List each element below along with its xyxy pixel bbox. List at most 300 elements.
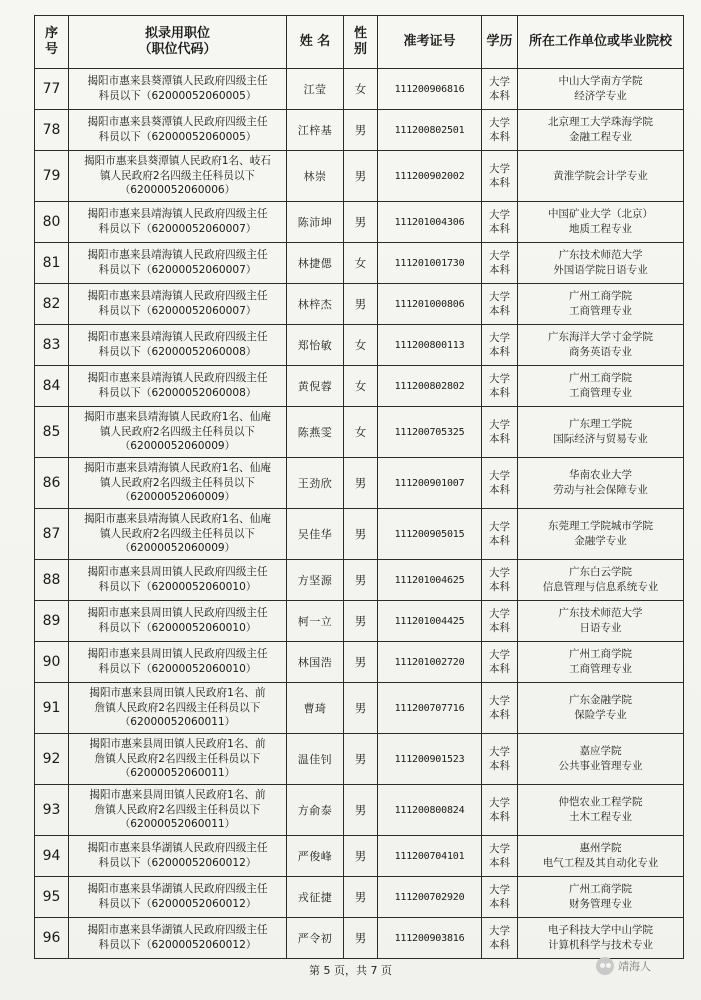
- cell-number: 79: [35, 151, 69, 202]
- cell-exam-id: 111200705325: [378, 407, 482, 458]
- table-row: [35, 560, 684, 601]
- school-line: 华南农业大学: [569, 469, 632, 482]
- position-line: 镇人民政府2名四级主任科员以下: [99, 169, 256, 182]
- position-line: 揭阳市惠来县周田镇人民政府1名、前: [89, 687, 266, 700]
- cell-school: [518, 642, 684, 683]
- position-line: （62000052060006）: [119, 184, 236, 197]
- cell-position: [69, 243, 287, 284]
- results-table: [34, 15, 684, 959]
- cell-exam-id: 111200702920: [378, 877, 482, 918]
- cell-school: [518, 202, 684, 243]
- position-line: 揭阳市惠来县葵潭镇人民政府四级主任: [87, 116, 268, 129]
- table-row: [35, 601, 684, 642]
- cell-school: [518, 836, 684, 877]
- cell-school: [518, 243, 684, 284]
- school-line: 外国语学院日语专业: [553, 264, 648, 276]
- cell-position: [69, 836, 287, 877]
- school-line: 黄淮学院会计学专业: [553, 169, 648, 182]
- cell-education: [482, 509, 518, 560]
- cell-position: [69, 601, 287, 642]
- cell-number: 95: [35, 877, 69, 918]
- cell-sex: 女: [344, 407, 378, 458]
- position-line: 科员以下（62000052060005）: [98, 131, 257, 143]
- header-name: 姓 名: [287, 16, 344, 69]
- education-line: 本科: [489, 131, 510, 143]
- cell-number: 91: [35, 683, 69, 734]
- cell-school: [518, 366, 684, 407]
- position-line: 科员以下（62000052060010）: [98, 581, 257, 593]
- cell-school: [518, 69, 684, 110]
- cell-school: [518, 560, 684, 601]
- education-line: 大学: [489, 797, 510, 809]
- cell-position: [69, 734, 287, 785]
- cell-number: 80: [35, 202, 69, 243]
- cell-education: [482, 325, 518, 366]
- cell-education: [482, 366, 518, 407]
- school-line: 广东技术师范大学: [558, 607, 643, 620]
- education-line: 大学: [489, 608, 510, 620]
- cell-education: [482, 69, 518, 110]
- cell-number: 89: [35, 601, 69, 642]
- cell-school: [518, 877, 684, 918]
- cell-education: [482, 243, 518, 284]
- cell-exam-id: 111200704101: [378, 836, 482, 877]
- cell-name: 林崇: [287, 151, 344, 202]
- education-line: 大学: [489, 163, 510, 175]
- school-line: 电气工程及其自动化专业: [542, 857, 659, 869]
- school-line: 土木工程专业: [569, 811, 632, 823]
- position-line: 詹镇人民政府2名四级主任科员以下: [94, 752, 261, 765]
- cell-sex: 女: [344, 366, 378, 407]
- cell-exam-id: 111201000806: [378, 284, 482, 325]
- cell-exam-id: 111201004625: [378, 560, 482, 601]
- school-line: 北京理工大学珠海学院: [548, 116, 653, 129]
- cell-exam-id: 111201001730: [378, 243, 482, 284]
- cell-education: [482, 642, 518, 683]
- table-row: [35, 243, 684, 284]
- cell-name: 江梓基: [287, 110, 344, 151]
- cell-number: 92: [35, 734, 69, 785]
- position-line: （62000052060011）: [119, 716, 236, 729]
- cell-position: [69, 69, 287, 110]
- school-line: 工商管理专业: [569, 305, 632, 317]
- cell-education: [482, 683, 518, 734]
- header-exam-id: 准考证号: [378, 16, 482, 69]
- cell-exam-id: 111200901007: [378, 458, 482, 509]
- education-line: 本科: [489, 346, 510, 358]
- cell-number: 93: [35, 785, 69, 836]
- cell-position: [69, 366, 287, 407]
- cell-name: 林捷偲: [287, 243, 344, 284]
- cell-sex: 男: [344, 918, 378, 959]
- cell-exam-id: 111200802802: [378, 366, 482, 407]
- education-line: 大学: [489, 925, 510, 937]
- position-line: 科员以下（62000052060007）: [98, 223, 257, 235]
- school-line: 金融工程专业: [569, 131, 632, 143]
- cell-exam-id: 111200903816: [378, 918, 482, 959]
- school-line: 广东金融学院: [569, 694, 632, 707]
- cell-exam-id: 111200906816: [378, 69, 482, 110]
- cell-position: [69, 110, 287, 151]
- header-sex: 性 别: [344, 16, 378, 69]
- position-line: 科员以下（62000052060012）: [98, 898, 257, 910]
- table-row: [35, 785, 684, 836]
- cell-sex: 男: [344, 151, 378, 202]
- cell-exam-id: 111200800824: [378, 785, 482, 836]
- cell-education: [482, 560, 518, 601]
- position-line: 揭阳市惠来县靖海镇人民政府四级主任: [87, 290, 268, 303]
- cell-sex: 男: [344, 110, 378, 151]
- school-line: 地质工程专业: [569, 223, 632, 235]
- cell-name: 严令初: [287, 918, 344, 959]
- education-line: 本科: [489, 223, 510, 235]
- header-school: 所在工作单位或毕业院校: [518, 16, 684, 69]
- cell-exam-id: 111200707716: [378, 683, 482, 734]
- cell-number: 96: [35, 918, 69, 959]
- position-line: 揭阳市惠来县靖海镇人民政府四级主任: [87, 331, 268, 344]
- cell-number: 82: [35, 284, 69, 325]
- education-line: 大学: [489, 250, 510, 262]
- table-row: [35, 284, 684, 325]
- cell-position: [69, 202, 287, 243]
- cell-name: 黄倪蓉: [287, 366, 344, 407]
- position-line: 揭阳市惠来县周田镇人民政府1名、前: [89, 789, 266, 802]
- cell-education: [482, 836, 518, 877]
- table-row: [35, 642, 684, 683]
- position-line: 科员以下（62000052060012）: [98, 939, 257, 951]
- school-line: 金融学专业: [574, 535, 627, 547]
- education-line: 大学: [489, 567, 510, 579]
- cell-position: [69, 151, 287, 202]
- table-row: [35, 407, 684, 458]
- education-line: 本科: [489, 387, 510, 399]
- position-line: （62000052060011）: [119, 767, 236, 780]
- school-line: 商务英语专业: [569, 346, 632, 358]
- school-line: 国际经济与贸易专业: [553, 433, 648, 445]
- position-line: 揭阳市惠来县葵潭镇人民政府四级主任: [87, 75, 268, 88]
- education-line: 本科: [489, 811, 510, 823]
- table-row: [35, 110, 684, 151]
- cell-school: [518, 683, 684, 734]
- cell-sex: 男: [344, 202, 378, 243]
- position-line: 科员以下（62000052060010）: [98, 622, 257, 634]
- table-row: [35, 366, 684, 407]
- education-line: 本科: [489, 484, 510, 496]
- position-line: （62000052060009）: [119, 491, 236, 504]
- watermark: [596, 957, 651, 975]
- table-row: [35, 683, 684, 734]
- cell-position: [69, 509, 287, 560]
- cell-number: 81: [35, 243, 69, 284]
- cell-name: 严俊峰: [287, 836, 344, 877]
- position-line: 科员以下（62000052060007）: [98, 264, 257, 276]
- education-line: 大学: [489, 884, 510, 896]
- cell-school: [518, 151, 684, 202]
- table-row: [35, 836, 684, 877]
- header-no: 序 号: [35, 16, 69, 69]
- cell-number: 77: [35, 69, 69, 110]
- cell-sex: 男: [344, 877, 378, 918]
- cell-sex: 男: [344, 284, 378, 325]
- cell-sex: 男: [344, 683, 378, 734]
- school-line: 劳动与社会保障专业: [553, 484, 648, 496]
- position-line: 揭阳市惠来县靖海镇人民政府四级主任: [87, 249, 268, 262]
- education-line: 本科: [489, 90, 510, 102]
- school-line: 广州工商学院: [569, 883, 632, 896]
- school-line: 公共事业管理专业: [558, 760, 643, 772]
- cell-education: [482, 785, 518, 836]
- cell-sex: 男: [344, 601, 378, 642]
- cell-education: [482, 877, 518, 918]
- cell-position: [69, 284, 287, 325]
- education-line: 本科: [489, 857, 510, 869]
- cell-exam-id: 111200802501: [378, 110, 482, 151]
- cell-sex: 女: [344, 69, 378, 110]
- cell-exam-id: 111200905015: [378, 509, 482, 560]
- table-row: [35, 202, 684, 243]
- cell-name: 林梓杰: [287, 284, 344, 325]
- position-line: 揭阳市惠来县华湖镇人民政府四级主任: [87, 842, 268, 855]
- position-line: 科员以下（62000052060005）: [98, 90, 257, 102]
- school-line: 中国矿业大学（北京）: [548, 208, 653, 221]
- cell-school: [518, 601, 684, 642]
- school-line: 东莞理工学院城市学院: [548, 520, 653, 533]
- cell-position: [69, 458, 287, 509]
- position-line: 镇人民政府2名四级主任科员以下: [99, 476, 256, 489]
- table-row: [35, 325, 684, 366]
- education-line: 大学: [489, 746, 510, 758]
- cell-position: [69, 785, 287, 836]
- table-row: [35, 69, 684, 110]
- position-line: 揭阳市惠来县靖海镇人民政府四级主任: [87, 208, 268, 221]
- header-education: 学历: [482, 16, 518, 69]
- school-line: 广州工商学院: [569, 290, 632, 303]
- cell-number: 86: [35, 458, 69, 509]
- wechat-icon: [596, 957, 614, 975]
- cell-sex: 男: [344, 642, 378, 683]
- cell-name: 吴佳华: [287, 509, 344, 560]
- position-line: 科员以下（62000052060008）: [98, 346, 257, 358]
- position-line: （62000052060011）: [119, 818, 236, 831]
- position-line: 揭阳市惠来县周田镇人民政府四级主任: [87, 607, 268, 620]
- education-line: 大学: [489, 695, 510, 707]
- cell-position: [69, 642, 287, 683]
- education-line: 大学: [489, 76, 510, 88]
- school-line: 保险学专业: [574, 709, 627, 721]
- cell-school: [518, 110, 684, 151]
- cell-sex: 男: [344, 836, 378, 877]
- cell-education: [482, 918, 518, 959]
- school-line: 财务管理专业: [569, 898, 632, 910]
- school-line: 惠州学院: [579, 842, 622, 855]
- cell-education: [482, 407, 518, 458]
- school-line: 信息管理与信息系统专业: [542, 581, 659, 593]
- cell-education: [482, 202, 518, 243]
- cell-school: [518, 284, 684, 325]
- cell-sex: 男: [344, 734, 378, 785]
- education-line: 大学: [489, 373, 510, 385]
- cell-sex: 男: [344, 785, 378, 836]
- cell-name: 林国浩: [287, 642, 344, 683]
- school-line: 广东海洋大学寸金学院: [548, 331, 653, 344]
- school-line: 广东理工学院: [569, 418, 632, 431]
- cell-position: [69, 877, 287, 918]
- position-line: 揭阳市惠来县靖海镇人民政府1名、仙庵: [84, 411, 271, 424]
- education-line: 本科: [489, 939, 510, 951]
- cell-name: 陈燕雯: [287, 407, 344, 458]
- position-line: 科员以下（62000052060012）: [98, 857, 257, 869]
- education-line: 大学: [489, 649, 510, 661]
- education-line: 本科: [489, 760, 510, 772]
- table-row: [35, 734, 684, 785]
- cell-position: [69, 560, 287, 601]
- education-line: 本科: [489, 264, 510, 276]
- education-line: 大学: [489, 332, 510, 344]
- school-line: 日语专业: [579, 622, 622, 634]
- table-row: [35, 458, 684, 509]
- cell-name: 曹琦: [287, 683, 344, 734]
- table-row: [35, 918, 684, 959]
- cell-sex: 男: [344, 458, 378, 509]
- school-line: 工商管理专业: [569, 663, 632, 675]
- cell-number: 87: [35, 509, 69, 560]
- cell-number: 85: [35, 407, 69, 458]
- cell-sex: 女: [344, 325, 378, 366]
- school-line: 广东白云学院: [569, 566, 632, 579]
- school-line: 中山大学南方学院: [558, 75, 643, 88]
- education-line: 大学: [489, 521, 510, 533]
- school-line: 嘉应学院: [579, 745, 622, 758]
- cell-school: [518, 407, 684, 458]
- position-line: 科员以下（62000052060007）: [98, 305, 257, 317]
- table-row: [35, 151, 684, 202]
- header-position: 拟录用职位 （职位代码）: [69, 16, 287, 69]
- school-line: 仲恺农业工程学院: [558, 796, 643, 809]
- school-line: 广州工商学院: [569, 648, 632, 661]
- cell-education: [482, 734, 518, 785]
- cell-position: [69, 325, 287, 366]
- education-line: 本科: [489, 305, 510, 317]
- table-row: [35, 509, 684, 560]
- cell-education: [482, 151, 518, 202]
- position-line: 詹镇人民政府2名四级主任科员以下: [94, 701, 261, 714]
- school-line: 计算机科学与技术专业: [548, 939, 653, 951]
- table-header-row: [35, 16, 684, 69]
- cell-sex: 女: [344, 243, 378, 284]
- cell-school: [518, 918, 684, 959]
- position-line: 揭阳市惠来县周田镇人民政府1名、前: [89, 738, 266, 751]
- position-line: 揭阳市惠来县华湖镇人民政府四级主任: [87, 924, 268, 937]
- education-line: 大学: [489, 209, 510, 221]
- cell-exam-id: 111201004425: [378, 601, 482, 642]
- cell-name: 温佳钊: [287, 734, 344, 785]
- education-line: 大学: [489, 291, 510, 303]
- cell-education: [482, 110, 518, 151]
- education-line: 本科: [489, 535, 510, 547]
- watermark-text: 靖海人: [618, 960, 651, 973]
- position-line: 揭阳市惠来县靖海镇人民政府1名、仙庵: [84, 513, 271, 526]
- position-line: 镇人民政府2名四级主任科员以下: [99, 425, 256, 438]
- position-line: 揭阳市惠来县靖海镇人民政府四级主任: [87, 372, 268, 385]
- position-line: 揭阳市惠来县华湖镇人民政府四级主任: [87, 883, 268, 896]
- cell-name: 王劲欣: [287, 458, 344, 509]
- education-line: 本科: [489, 898, 510, 910]
- education-line: 本科: [489, 581, 510, 593]
- cell-school: [518, 325, 684, 366]
- cell-exam-id: 111200901523: [378, 734, 482, 785]
- cell-exam-id: 111200902002: [378, 151, 482, 202]
- cell-number: 78: [35, 110, 69, 151]
- cell-name: 陈沛坤: [287, 202, 344, 243]
- cell-school: [518, 734, 684, 785]
- table-body: [35, 69, 684, 959]
- education-line: 大学: [489, 470, 510, 482]
- education-line: 大学: [489, 117, 510, 129]
- school-line: 经济学专业: [574, 90, 627, 102]
- cell-name: 方坚源: [287, 560, 344, 601]
- education-line: 本科: [489, 433, 510, 445]
- cell-school: [518, 458, 684, 509]
- cell-number: 90: [35, 642, 69, 683]
- cell-education: [482, 601, 518, 642]
- cell-school: [518, 509, 684, 560]
- cell-position: [69, 683, 287, 734]
- cell-name: 柯一立: [287, 601, 344, 642]
- education-line: 大学: [489, 843, 510, 855]
- position-line: 科员以下（62000052060010）: [98, 663, 257, 675]
- cell-position: [69, 918, 287, 959]
- cell-sex: 男: [344, 560, 378, 601]
- cell-name: 方俞泰: [287, 785, 344, 836]
- cell-exam-id: 111201002720: [378, 642, 482, 683]
- cell-exam-id: 111201004306: [378, 202, 482, 243]
- cell-school: [518, 785, 684, 836]
- position-line: 揭阳市惠来县葵潭镇人民政府1名、岐石: [84, 155, 271, 168]
- position-line: 揭阳市惠来县周田镇人民政府四级主任: [87, 648, 268, 661]
- school-line: 工商管理专业: [569, 387, 632, 399]
- cell-number: 88: [35, 560, 69, 601]
- cell-number: 94: [35, 836, 69, 877]
- cell-name: 江莹: [287, 69, 344, 110]
- cell-number: 84: [35, 366, 69, 407]
- cell-education: [482, 284, 518, 325]
- page-number: 第 5 页，共 7 页: [309, 964, 392, 977]
- position-line: 镇人民政府2名四级主任科员以下: [99, 527, 256, 540]
- cell-name: 戎征捷: [287, 877, 344, 918]
- cell-sex: 男: [344, 509, 378, 560]
- cell-position: [69, 407, 287, 458]
- education-line: 大学: [489, 419, 510, 431]
- position-line: （62000052060009）: [119, 440, 236, 453]
- school-line: 广州工商学院: [569, 372, 632, 385]
- cell-name: 郑怡敏: [287, 325, 344, 366]
- cell-number: 83: [35, 325, 69, 366]
- education-line: 本科: [489, 709, 510, 721]
- table-row: [35, 877, 684, 918]
- position-line: 揭阳市惠来县周田镇人民政府四级主任: [87, 566, 268, 579]
- school-line: 电子科技大学中山学院: [548, 924, 653, 937]
- position-line: 詹镇人民政府2名四级主任科员以下: [94, 803, 261, 816]
- education-line: 本科: [489, 177, 510, 189]
- cell-education: [482, 458, 518, 509]
- education-line: 本科: [489, 663, 510, 675]
- education-line: 本科: [489, 622, 510, 634]
- position-line: 科员以下（62000052060008）: [98, 387, 257, 399]
- cell-exam-id: 111200800113: [378, 325, 482, 366]
- school-line: 广东技术师范大学: [558, 249, 643, 262]
- position-line: 揭阳市惠来县靖海镇人民政府1名、仙庵: [84, 462, 271, 475]
- position-line: （62000052060009）: [119, 542, 236, 555]
